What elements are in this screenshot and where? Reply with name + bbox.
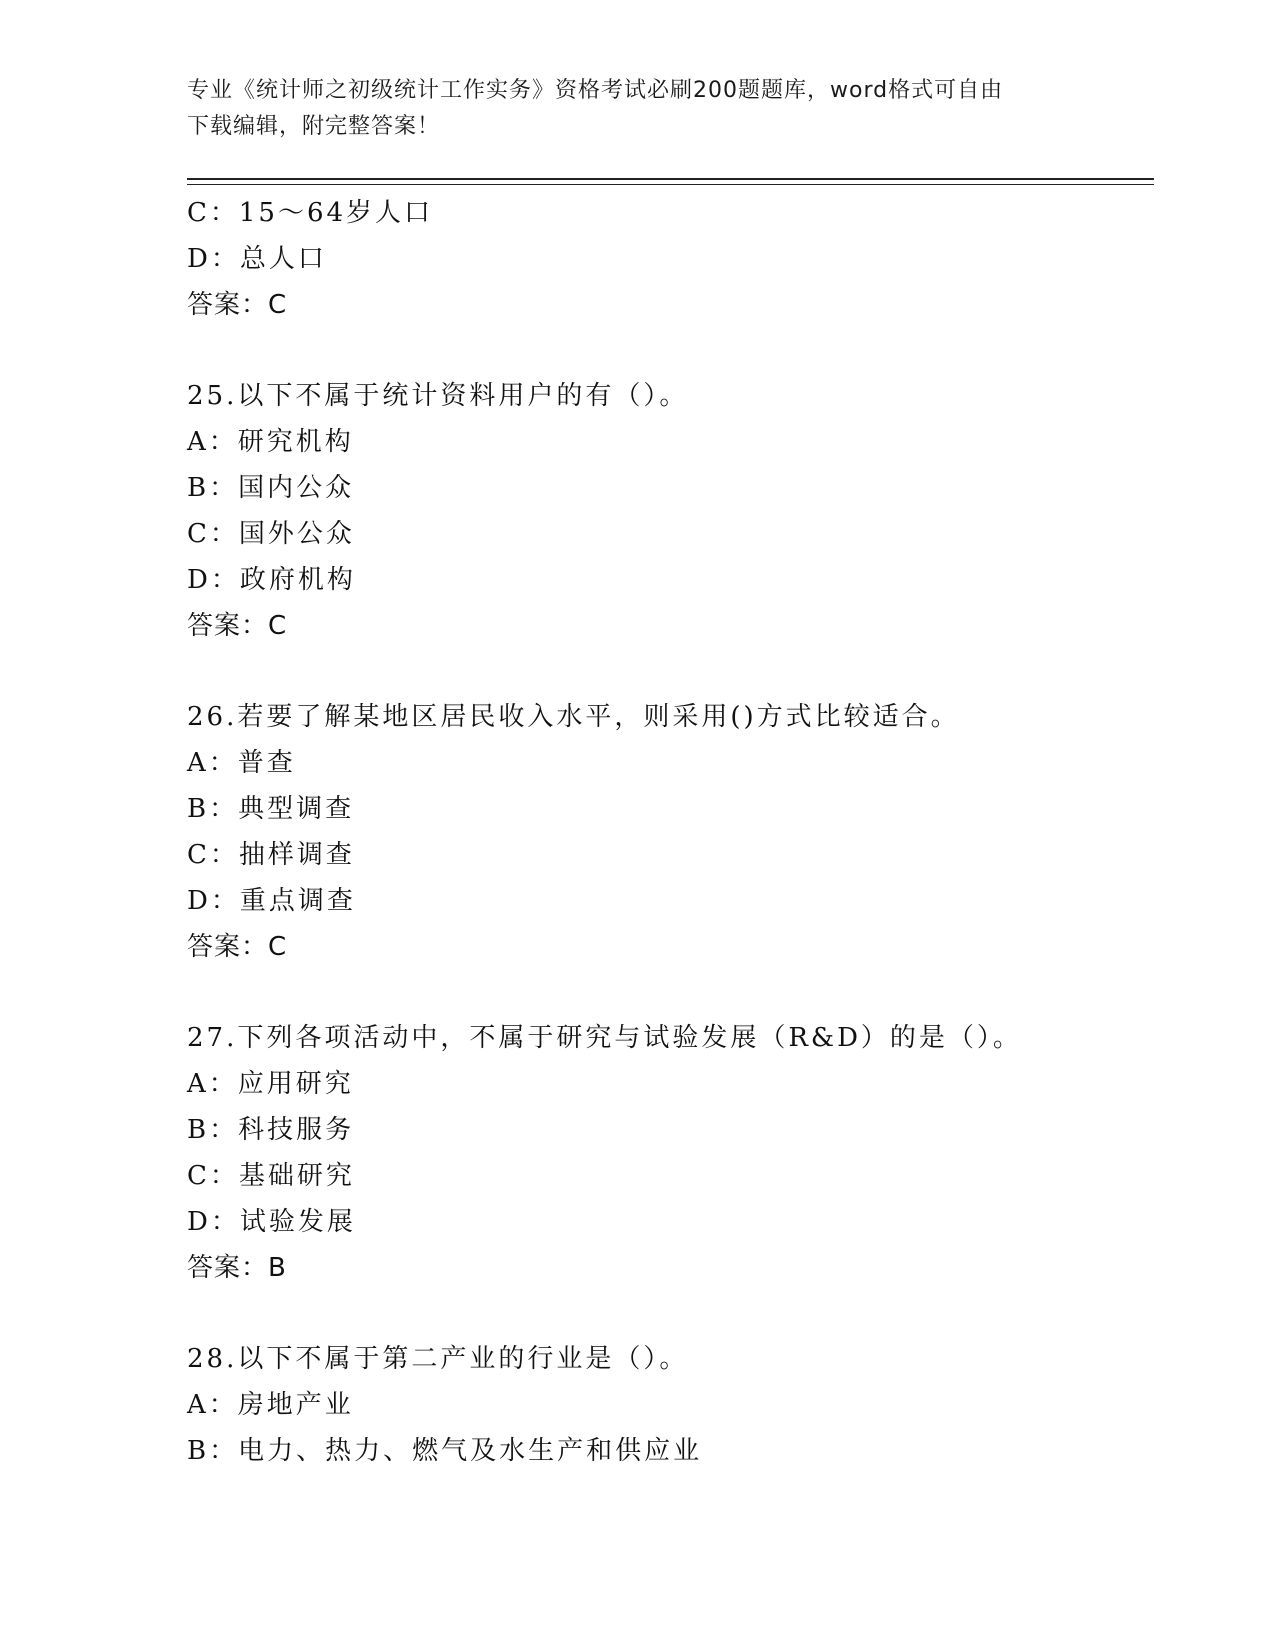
header-line-1: 专业《统计师之初级统计工作实务》资格考试必刷200题题库，word格式可自由 — [187, 78, 1004, 103]
answer-line: 答案：B — [187, 1253, 287, 1283]
spacer — [187, 328, 1154, 373]
spacer — [187, 1291, 1154, 1336]
option-b: B：国内公众 — [187, 473, 355, 503]
option-c: C：15～64岁人口 — [187, 198, 434, 228]
question-block — [187, 190, 1154, 328]
option-b: B：电力、热力、燃气及水生产和供应业 — [187, 1436, 703, 1466]
document-header — [187, 73, 1067, 145]
question-text: 28.以下不属于第二产业的行业是（）。 — [187, 1344, 689, 1374]
question-list — [187, 190, 1154, 1474]
spacer — [187, 649, 1154, 694]
header-divider-thin — [187, 184, 1154, 185]
option-a: A：研究机构 — [187, 427, 354, 457]
question-text: 25.以下不属于统计资料用户的有（）。 — [187, 381, 689, 411]
option-a: A：房地产业 — [187, 1390, 354, 1420]
question-block — [187, 373, 1154, 649]
option-b: B：典型调查 — [187, 794, 355, 824]
header-divider-thick — [187, 178, 1154, 180]
option-d: D：政府机构 — [187, 565, 356, 595]
option-b: B：科技服务 — [187, 1115, 355, 1145]
question-text: 27.下列各项活动中，不属于研究与试验发展（R&D）的是（）。 — [187, 1023, 1022, 1053]
question-block — [187, 694, 1154, 970]
option-c: C：抽样调查 — [187, 840, 355, 870]
header-line-2: 下载编辑，附完整答案！ — [187, 114, 441, 139]
answer-line: 答案：C — [187, 932, 288, 962]
answer-line: 答案：C — [187, 611, 288, 641]
option-d: D：重点调查 — [187, 886, 356, 916]
option-c: C：基础研究 — [187, 1161, 355, 1191]
option-d: D：试验发展 — [187, 1207, 356, 1237]
question-block — [187, 1336, 1154, 1474]
spacer — [187, 970, 1154, 1015]
question-text: 26.若要了解某地区居民收入水平，则采用()方式比较适合。 — [187, 702, 960, 732]
question-block — [187, 1015, 1154, 1291]
option-c: C：国外公众 — [187, 519, 355, 549]
option-a: A：应用研究 — [187, 1069, 354, 1099]
option-a: A：普查 — [187, 748, 296, 778]
answer-line: 答案：C — [187, 290, 288, 320]
option-d: D：总人口 — [187, 244, 327, 274]
